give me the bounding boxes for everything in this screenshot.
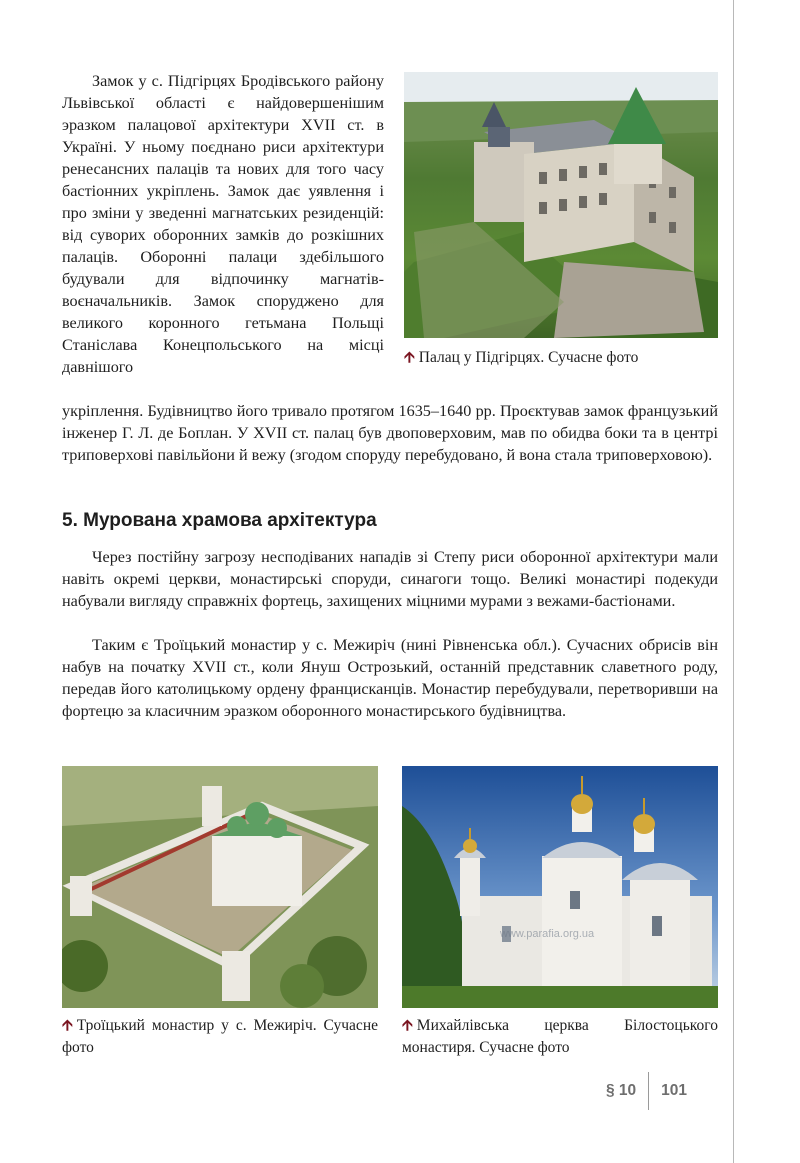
paragraph-trinity-monastery: Таким є Троїцький монастир у с. Межиріч (нині Рівненська обл.). Сучасних обрисів він набув на початку XVII ст., коли Януш Острозький, останній представник славетного роду, передав його католицькому ордену францисканців. Монастир перебудували, перетворивши на фортецю за класичним эразком оборонного монастирського будівництва. [62,636,718,720]
footer-divider [648,1072,649,1110]
palace-photo [404,72,718,338]
watermark: www.parafia.org.ua [500,928,595,940]
section-number: § 10 [606,1082,637,1099]
paragraph-palace-history [62,400,718,466]
arrow-up-icon: 🡩 [404,348,415,366]
arrow-up-icon: 🡩 [402,1016,413,1034]
page-number: 101 [661,1082,688,1099]
monastery-photo [62,766,378,1008]
caption-text: Михайлівська церква Білостоцького монастиря. Сучасне фото [402,1017,718,1056]
paragraph-fortified-churches: Через постійну загрозу несподіваних нападів зі Степу риси оборонної архітектури мали навіть окремі церкви, монастирські споруди, синагоги тощо. Великі монастирі подекуди набували вигляду справжніх фортець, захищених міцними мурами з вежами-бастіонами. [62,548,718,610]
arrow-up-icon: 🡩 [62,1016,73,1034]
church-caption [402,1014,718,1059]
monastery-caption [62,1014,378,1059]
church-photo [402,766,718,1008]
palace-illustration [404,72,718,338]
paragraph-text: Замок у с. Підгірцях Бродівського району Львівської області є найдовершенішим эразком палацової архітектури XVII ст. в Україні. У ньому поєднано риси архітектури ренесансних палаців та нових для того часу бастіонних укріплень. Замок дає уявлення і про зміни у зведенні магнатських резиденцій: від суворих оборонних замків до розкішних палаців. Оборонні палаци здебільшого будували для відпочинку магнатів-воєначальників. Замок споруджено для великого коронного гетьмана Польщі Станіслава Конецпольського на місці давнішого [62,72,384,376]
monastery-illustration [62,766,378,1008]
paragraph-palace-intro [62,70,384,378]
caption-text: Палац у Підгірцях. Сучасне фото [418,349,639,366]
page-edge-rule [733,0,734,1163]
paragraph-text: укріплення. Будівництво його тривало протягом 1635–1640 рр. Проєктував замок французький інженер Г. Л. де Боплан. У XVII ст. палац був двоповерховим, мав по обидва боки та в центрі триповерхові павільйони й вежу (згодом споруду перебудовано, й вона стала триповерховою). [62,402,718,464]
section-heading: 5. Мурована храмова архітектура [62,510,377,531]
palace-caption [404,346,718,369]
caption-text: Троїцький монастир у с. Межиріч. Сучасне фото [62,1017,378,1056]
church-illustration [402,766,718,1008]
page-footer [606,1072,687,1110]
